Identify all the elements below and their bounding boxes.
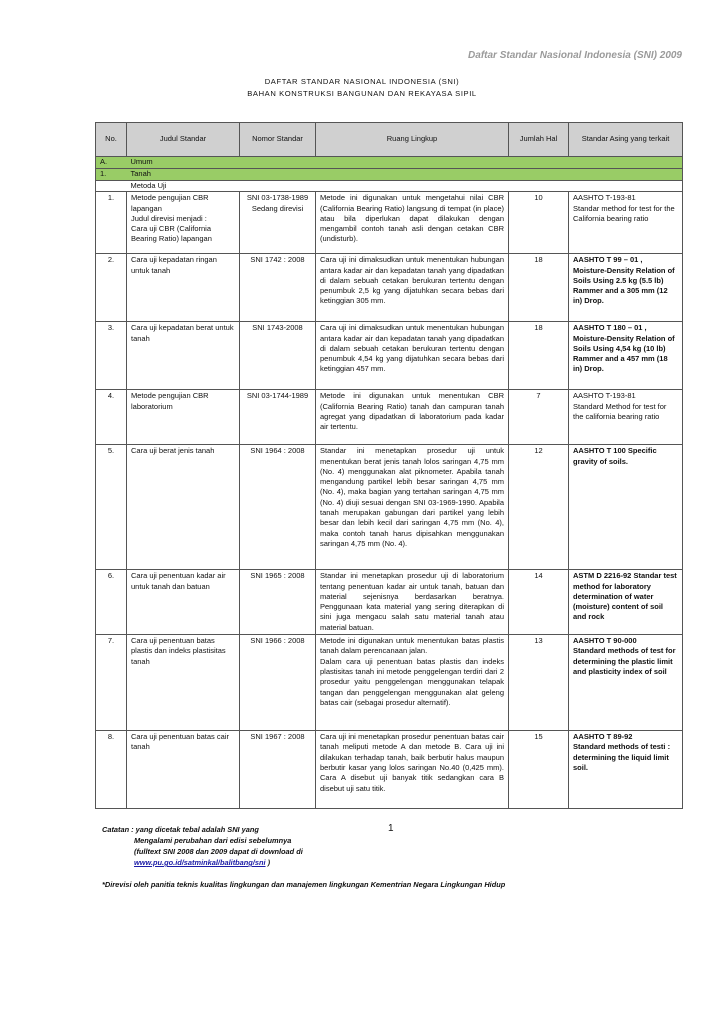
row-no: 8.	[96, 731, 127, 809]
page-number: 1	[388, 823, 394, 834]
table-row	[96, 322, 683, 390]
row-nomor: SNI 03-1738-1989 Sedang direvisi	[240, 192, 316, 254]
subsection-label: Metoda Uji	[127, 181, 683, 192]
row-nomor: SNI 1967 : 2008	[240, 731, 316, 809]
row-judul: Cara uji penentuan batas cair tanah	[127, 731, 240, 809]
direvisi-note: *Direvisi oleh panitia teknis kualitas lingkungan dan manajemen lingkungan Kementrian Negara Lingkungan Hidup	[102, 880, 506, 889]
row-no: 2.	[96, 254, 127, 322]
document-subtitle: BAHAN KONSTRUKSI BANGUNAN DAN REKAYASA SIPIL	[247, 89, 477, 98]
col-no: No.	[96, 123, 127, 157]
row-jumlah: 18	[509, 322, 569, 390]
section-label: Tanah	[127, 169, 683, 181]
row-judul: Cara uji penentuan batas plastis dan indeks plastisitas tanah	[127, 635, 240, 731]
row-ruang: Cara uji ini dimaksudkan untuk menentukan hubungan antara kadar air dan kepadatan tanah yang dipadatkan di dalam sebuah cetakan berukuran tertentu dengan penumbuk 4,54 kg yang dijatuhkan secara bebas dari ketinggian 457 mm.	[316, 322, 509, 390]
row-nomor: SNI 1965 : 2008	[240, 570, 316, 635]
col-asing: Standar Asing yang terkait	[569, 123, 683, 157]
table-header-row	[96, 123, 683, 157]
table-row	[96, 570, 683, 635]
document-title: DAFTAR STANDAR NASIONAL INDONESIA (SNI)	[264, 77, 460, 86]
row-judul: Cara uji kepadatan ringan untuk tanah	[127, 254, 240, 322]
row-jumlah: 15	[509, 731, 569, 809]
row-jumlah: 7	[509, 390, 569, 445]
row-judul: Metode pengujian CBR laboratorium	[127, 390, 240, 445]
row-jumlah: 18	[509, 254, 569, 322]
footer-note	[102, 824, 303, 868]
row-no: 6.	[96, 570, 127, 635]
row-nomor: SNI 03-1744-1989	[240, 390, 316, 445]
row-ruang: Standar ini menetapkan prosedur uji untuk menentukan berat jenis tanah lolos saringan 4,75 mm (No. 4) menggunakan alat piknometer. Apabila tanah mengandung partikel lebih besar saringan 4,75 mm (No. 4), maka bagian yang tertahan saringan 4,75 mm (No. 4) diuji sesuai dengan SNI 03-1969-1990. Apabila tanah merupakan gabungan dari partikel yang lebih besar dan lebih kecil dari saringan 4,75 mm (No. 4), maka contoh tanah harus dipisahkan menggunakan saringan 4,75 mm (No. 4).	[316, 445, 509, 570]
section-row-umum	[96, 157, 683, 169]
note-close: )	[267, 858, 271, 867]
section-row-tanah	[96, 169, 683, 181]
row-ruang: Metode ini digunakan untuk menentukan batas plastis tanah dalam perencanaan jalan. Dalam cara uji penentuan batas plastis dan indeks plastisitas tanah ini metode penggelengan terdiri dari 2 prosedur yaitu penggelengan menggunakan telapak tangan dan penggelengan menggunakan alat geleng batas cair (sebagai prosedur alternatif).	[316, 635, 509, 731]
note-line: Catatan : yang dicetak tebal adalah SNI yang	[102, 825, 259, 834]
section-code: A.	[96, 157, 127, 169]
row-asing: AASHTO T-193-81 Standard Method for test for the california bearing ratio	[569, 390, 683, 445]
row-judul: Cara uji penentuan kadar air untuk tanah dan batuan	[127, 570, 240, 635]
download-link[interactable]: www.pu.go.id/satminkal/balitbang/sni	[134, 858, 266, 867]
col-judul: Judul Standar	[127, 123, 240, 157]
note-line: (fulltext SNI 2008 dan 2009 dapat di download di	[134, 847, 303, 856]
row-asing: AASHTO T 180 – 01 , Moisture-Density Relation of Soils Using 4,54 kg (10 lb) Rammer and a 457 mm (18 in) Drop.	[569, 322, 683, 390]
section-code: 1.	[96, 169, 127, 181]
table-row	[96, 390, 683, 445]
row-ruang: Metode ini digunakan untuk menentukan CBR (California Bearing Ratio) tanah dan campuran tanah agregat yang dipadatkan di laboratorium pada kadar air tertentu.	[316, 390, 509, 445]
row-ruang: Cara uji ini menetapkan prosedur penentuan batas cair tanah meliputi metode A dan metode B. Cara uji ini dilakukan terhadap tanah, baik berbutir halus maupun berbutir kasar yang lolos saringan No.40 (0,425 mm). Cara A disebut uji banyak titik sedangkan cara B disebut uji satu titik.	[316, 731, 509, 809]
table-row	[96, 635, 683, 731]
row-judul: Cara uji kepadatan berat untuk tanah	[127, 322, 240, 390]
table-row	[96, 192, 683, 254]
sni-table	[95, 122, 683, 809]
row-no: 3.	[96, 322, 127, 390]
row-ruang: Metode ini digunakan untuk mengetahui nilai CBR (California Bearing Ratio) langsung di tempat (in place) atau bila diperlukan dapat dilakukan dengan mengambil contoh tanah asli dengan cetakan CBR (undisturb).	[316, 192, 509, 254]
row-nomor: SNI 1966 : 2008	[240, 635, 316, 731]
col-nomor: Nomor Standar	[240, 123, 316, 157]
row-ruang: Cara uji ini dimaksudkan untuk menentukan hubungan antara kadar air dan kepadatan tanah yang dipadatkan di dalam sebuah cetakan berukuran tertentu dengan penumbuk 2,5 kg yang dijatuhkan secara bebas dari ketinggian 305 mm.	[316, 254, 509, 322]
row-nomor: SNI 1742 : 2008	[240, 254, 316, 322]
row-nomor: SNI 1743-2008	[240, 322, 316, 390]
row-judul: Cara uji berat jenis tanah	[127, 445, 240, 570]
row-jumlah: 12	[509, 445, 569, 570]
row-jumlah: 14	[509, 570, 569, 635]
row-ruang: Standar ini menetapkan prosedur uji di laboratorium tentang penentuan kadar air untuk tanah, batuan dan material sejenisnya berdasarkan beratnya. Penggunaan kata material yang sering diterapkan di sini juga mengacu salah satu material tanah atau material batuan.	[316, 570, 509, 635]
row-judul: Metode pengujian CBR lapangan Judul direvisi menjadi : Cara uji CBR (California Bearing Ratio) lapangan	[127, 192, 240, 254]
row-asing: AASHTO T-193-81 Standar method for test for the California bearing ratio	[569, 192, 683, 254]
row-no: 5.	[96, 445, 127, 570]
row-jumlah: 10	[509, 192, 569, 254]
row-asing: AASHTO T 90-000 Standard methods of test for determining the plastic limit and plasticity index of soil	[569, 635, 683, 731]
row-asing: AASHTO T 89-92 Standard methods of testi : determining the liquid limit soil.	[569, 731, 683, 809]
row-asing: AASHTO T 100 Specific gravity of soils.	[569, 445, 683, 570]
row-nomor: SNI 1964 : 2008	[240, 445, 316, 570]
row-no: 7.	[96, 635, 127, 731]
row-jumlah: 13	[509, 635, 569, 731]
subsection-row	[96, 181, 683, 192]
col-ruang: Ruang Lingkup	[316, 123, 509, 157]
table-row	[96, 731, 683, 809]
row-no: 1.	[96, 192, 127, 254]
table-row	[96, 445, 683, 570]
section-label: Umum	[127, 157, 683, 169]
row-asing: AASHTO T 99 – 01 , Moisture-Density Relation of Soils Using 2.5 kg (5.5 lb) Rammer and a 305 mm (12 in) Drop.	[569, 254, 683, 322]
running-title: Daftar Standar Nasional Indonesia (SNI) 2009	[468, 50, 682, 61]
note-line: Mengalami perubahan dari edisi sebelumnya	[134, 836, 292, 845]
table-row	[96, 254, 683, 322]
row-asing: ASTM D 2216-92 Standar test method for laboratory determination of water (moisture) content of soil and rock	[569, 570, 683, 635]
row-no: 4.	[96, 390, 127, 445]
col-jumlah: Jumlah Hal	[509, 123, 569, 157]
